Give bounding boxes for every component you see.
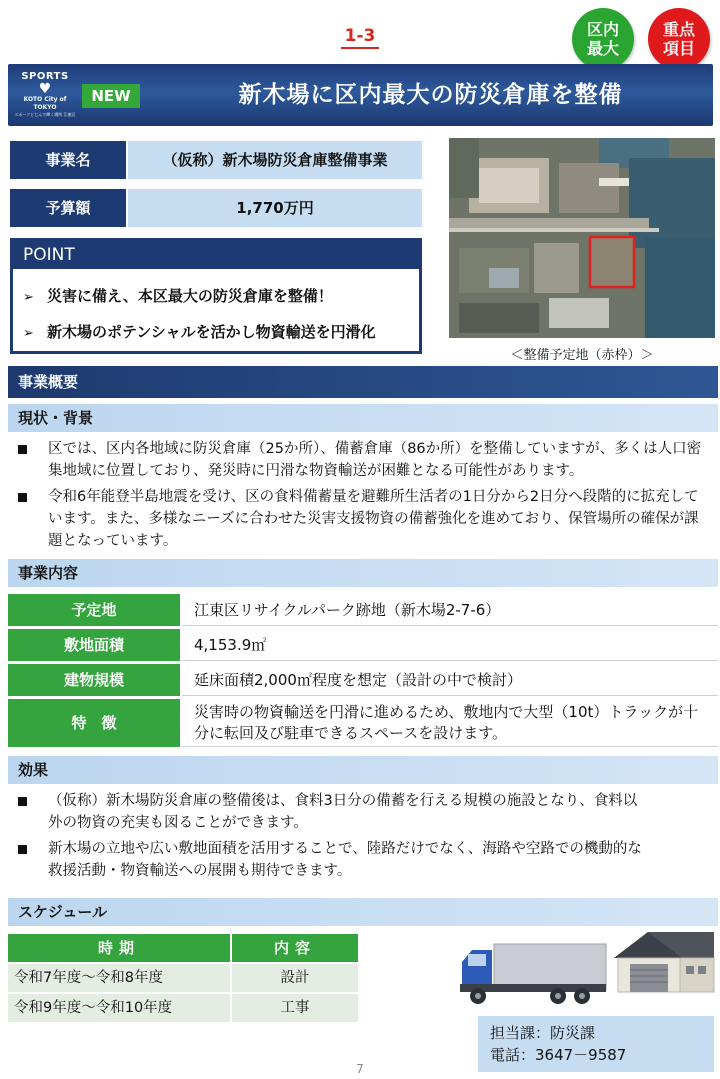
schedule-content-cell: 工事 bbox=[232, 994, 358, 1022]
effect-item: （仮称）新木場防災倉庫の整備後は、食料3日分の備蓄を行える規模の施設となり、食料以外の物資の充実も図ることができます。 bbox=[18, 790, 708, 834]
budget-value: 1,770万円 bbox=[128, 189, 422, 227]
logo-slogan-text: スポーツとじんで輝く場所 江東区 bbox=[14, 112, 76, 117]
detail-label: 予定地 bbox=[8, 594, 180, 626]
detail-label: 建物規模 bbox=[8, 664, 180, 696]
square-bullet-icon bbox=[18, 797, 27, 806]
detail-value: 江東区リサイクルパーク跡地（新木場2-7-6） bbox=[182, 594, 718, 626]
square-bullet-icon bbox=[18, 445, 27, 454]
budget-row bbox=[10, 189, 422, 227]
koto-sports-logo bbox=[14, 69, 76, 121]
new-tag: NEW bbox=[82, 84, 140, 108]
detail-value: 延床面積2,000㎡程度を想定（設計の中で検討） bbox=[182, 664, 718, 696]
square-bullet-icon bbox=[18, 493, 27, 502]
schedule-content-cell: 設計 bbox=[232, 964, 358, 992]
truck-icon bbox=[458, 940, 608, 1006]
logo-text: SPORTS bbox=[21, 71, 69, 82]
schedule-period-cell: 令和7年度～令和8年度 bbox=[8, 964, 230, 992]
contact-phone: 電話：3647－9587 bbox=[490, 1046, 627, 1064]
overview-heading: 事業概要 bbox=[8, 366, 718, 398]
project-name-row bbox=[10, 141, 422, 179]
point-box bbox=[10, 238, 422, 354]
effects-heading: 効果 bbox=[8, 756, 718, 784]
contact-department: 担当課：防災課 bbox=[490, 1024, 596, 1042]
footer-page-number: 7 bbox=[356, 1062, 364, 1076]
heart-icon: ♥ bbox=[38, 81, 52, 97]
background-item: 区では、区内各地域に防災倉庫（25か所）、備蓄倉庫（86か所）を整備していますが、多くは人口密集地域に位置しており、発災時に円滑な物資輸送が困難となる可能性があります。 bbox=[18, 438, 708, 482]
effect-item: 新木場の立地や広い敷地面積を活用することで、陸路だけでなく、海路や空路での機動的な救援活動・物資輸送への展開も期待できます。 bbox=[18, 838, 708, 882]
detail-value: 災害時の物資輸送を円滑に進めるため、敷地内で大型（10t）トラックが十分に転回及び駐車できるスペースを設けます。 bbox=[182, 699, 718, 747]
square-bullet-icon bbox=[18, 845, 27, 854]
schedule-period-cell: 令和9年度～令和10年度 bbox=[8, 994, 230, 1022]
point-heading: POINT bbox=[13, 241, 419, 269]
project-name-value: （仮称）新木場防災倉庫整備事業 bbox=[128, 141, 422, 179]
logo-city-text: KOTO City of TOKYO bbox=[23, 96, 67, 111]
detail-label: 敷地面積 bbox=[8, 629, 180, 661]
warehouse-icon bbox=[612, 928, 716, 994]
project-name-label: 事業名 bbox=[10, 141, 126, 179]
page-number: 1-3 bbox=[0, 26, 720, 46]
site-aerial-photo bbox=[449, 138, 715, 338]
largest-in-ward-badge: 区内 最大 bbox=[572, 8, 634, 70]
budget-label: 予算額 bbox=[10, 189, 126, 227]
point-item: ➢ 災害に備え、本区最大の防災倉庫を整備！ bbox=[23, 287, 333, 305]
detail-value: 4,153.9㎡ bbox=[182, 629, 718, 661]
detail-label: 特 徴 bbox=[8, 699, 180, 747]
arrow-bullet-icon: ➢ bbox=[23, 290, 34, 305]
point-item: ➢ 新木場のポテンシャルを活かし物資輸送を円滑化 bbox=[23, 323, 376, 341]
background-item: 令和6年能登半島地震を受け、区の食料備蓄量を避難所生活者の1日分から2日分へ段階的に拡充しています。また、多様なニーズに合わせた災害支援物資の備蓄強化を進めており、保管場所の確保が課題となっています。 bbox=[18, 486, 708, 552]
schedule-heading: スケジュール bbox=[8, 898, 718, 926]
schedule-period-header: 時期 bbox=[8, 934, 230, 962]
aerial-photo-graphic bbox=[449, 138, 715, 338]
page-title: 新木場に区内最大の防災倉庫を整備 bbox=[238, 82, 623, 108]
title-banner bbox=[8, 64, 713, 126]
priority-item-badge: 重点 項目 bbox=[648, 8, 710, 70]
map-caption: ＜整備予定地（赤枠）＞ bbox=[510, 348, 654, 363]
background-heading: 現状・背景 bbox=[8, 404, 718, 432]
details-heading: 事業内容 bbox=[8, 559, 718, 587]
schedule-content-header: 内容 bbox=[232, 934, 358, 962]
arrow-bullet-icon: ➢ bbox=[23, 326, 34, 341]
